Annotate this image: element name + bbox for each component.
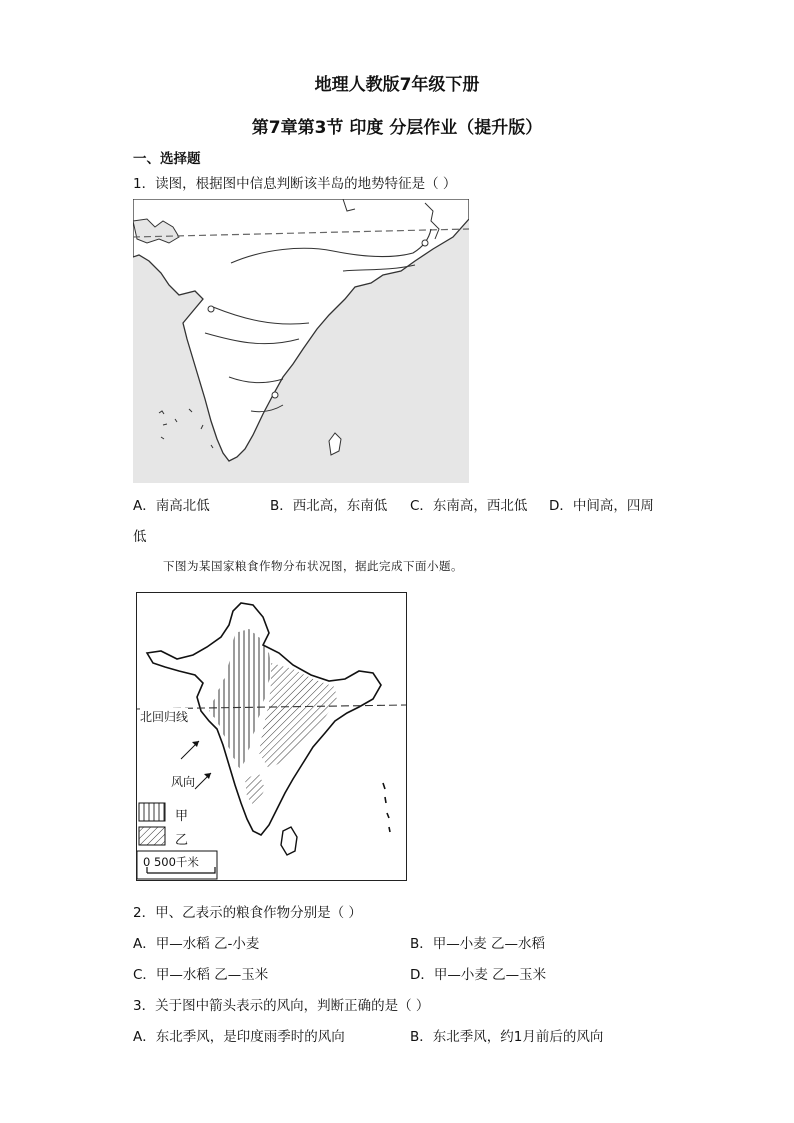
question-2-stem: 2．甲、乙表示的粮食作物分别是（ ） xyxy=(133,905,362,921)
scale-label: 0 500千米 xyxy=(143,855,199,869)
document-subtitle: 第7章第3节 印度 分层作业（提升版） xyxy=(251,118,543,138)
question-3-stem: 3．关于图中箭头表示的风向，判断正确的是（ ） xyxy=(133,998,430,1014)
q1-option-b: B．西北高，东南低 xyxy=(270,498,388,514)
q1-option-c: C．东南高，西北低 xyxy=(410,498,528,514)
q2-option-c: C．甲—水稻 乙—玉米 xyxy=(133,967,269,983)
q2-option-a: A．甲—水稻 乙-小麦 xyxy=(133,936,260,952)
q3-option-a: A．东北季风，是印度雨季时的风向 xyxy=(133,1029,345,1045)
legend-yi: 乙 xyxy=(175,833,189,848)
legend-jia: 甲 xyxy=(175,809,189,824)
tropic-label: 北回归线 xyxy=(140,710,189,724)
section-heading: 一、选择题 xyxy=(133,151,201,167)
q3-option-b: B．东北季风，约1月前后的风向 xyxy=(410,1029,604,1045)
passage-intro: 下图为某国家粮食作物分布状况图，据此完成下面小题。 xyxy=(163,559,463,573)
q1-option-a: A．南高北低 xyxy=(133,498,210,514)
peninsula-terrain-map xyxy=(133,199,469,483)
q2-option-d: D．甲—小麦 乙—玉米 xyxy=(410,967,547,983)
q2-option-b: B．甲—小麦 乙—水稻 xyxy=(410,936,546,952)
q1-option-d-wrap: 低 xyxy=(133,529,147,545)
crop-distribution-map xyxy=(136,592,407,881)
question-1-stem: 1．读图，根据图中信息判断该半岛的地势特征是（ ） xyxy=(133,176,457,192)
wind-direction-label: 风向 xyxy=(171,775,196,789)
q1-option-d: D．中间高，四周 xyxy=(549,498,654,514)
document-title: 地理人教版7年级下册 xyxy=(314,75,480,95)
